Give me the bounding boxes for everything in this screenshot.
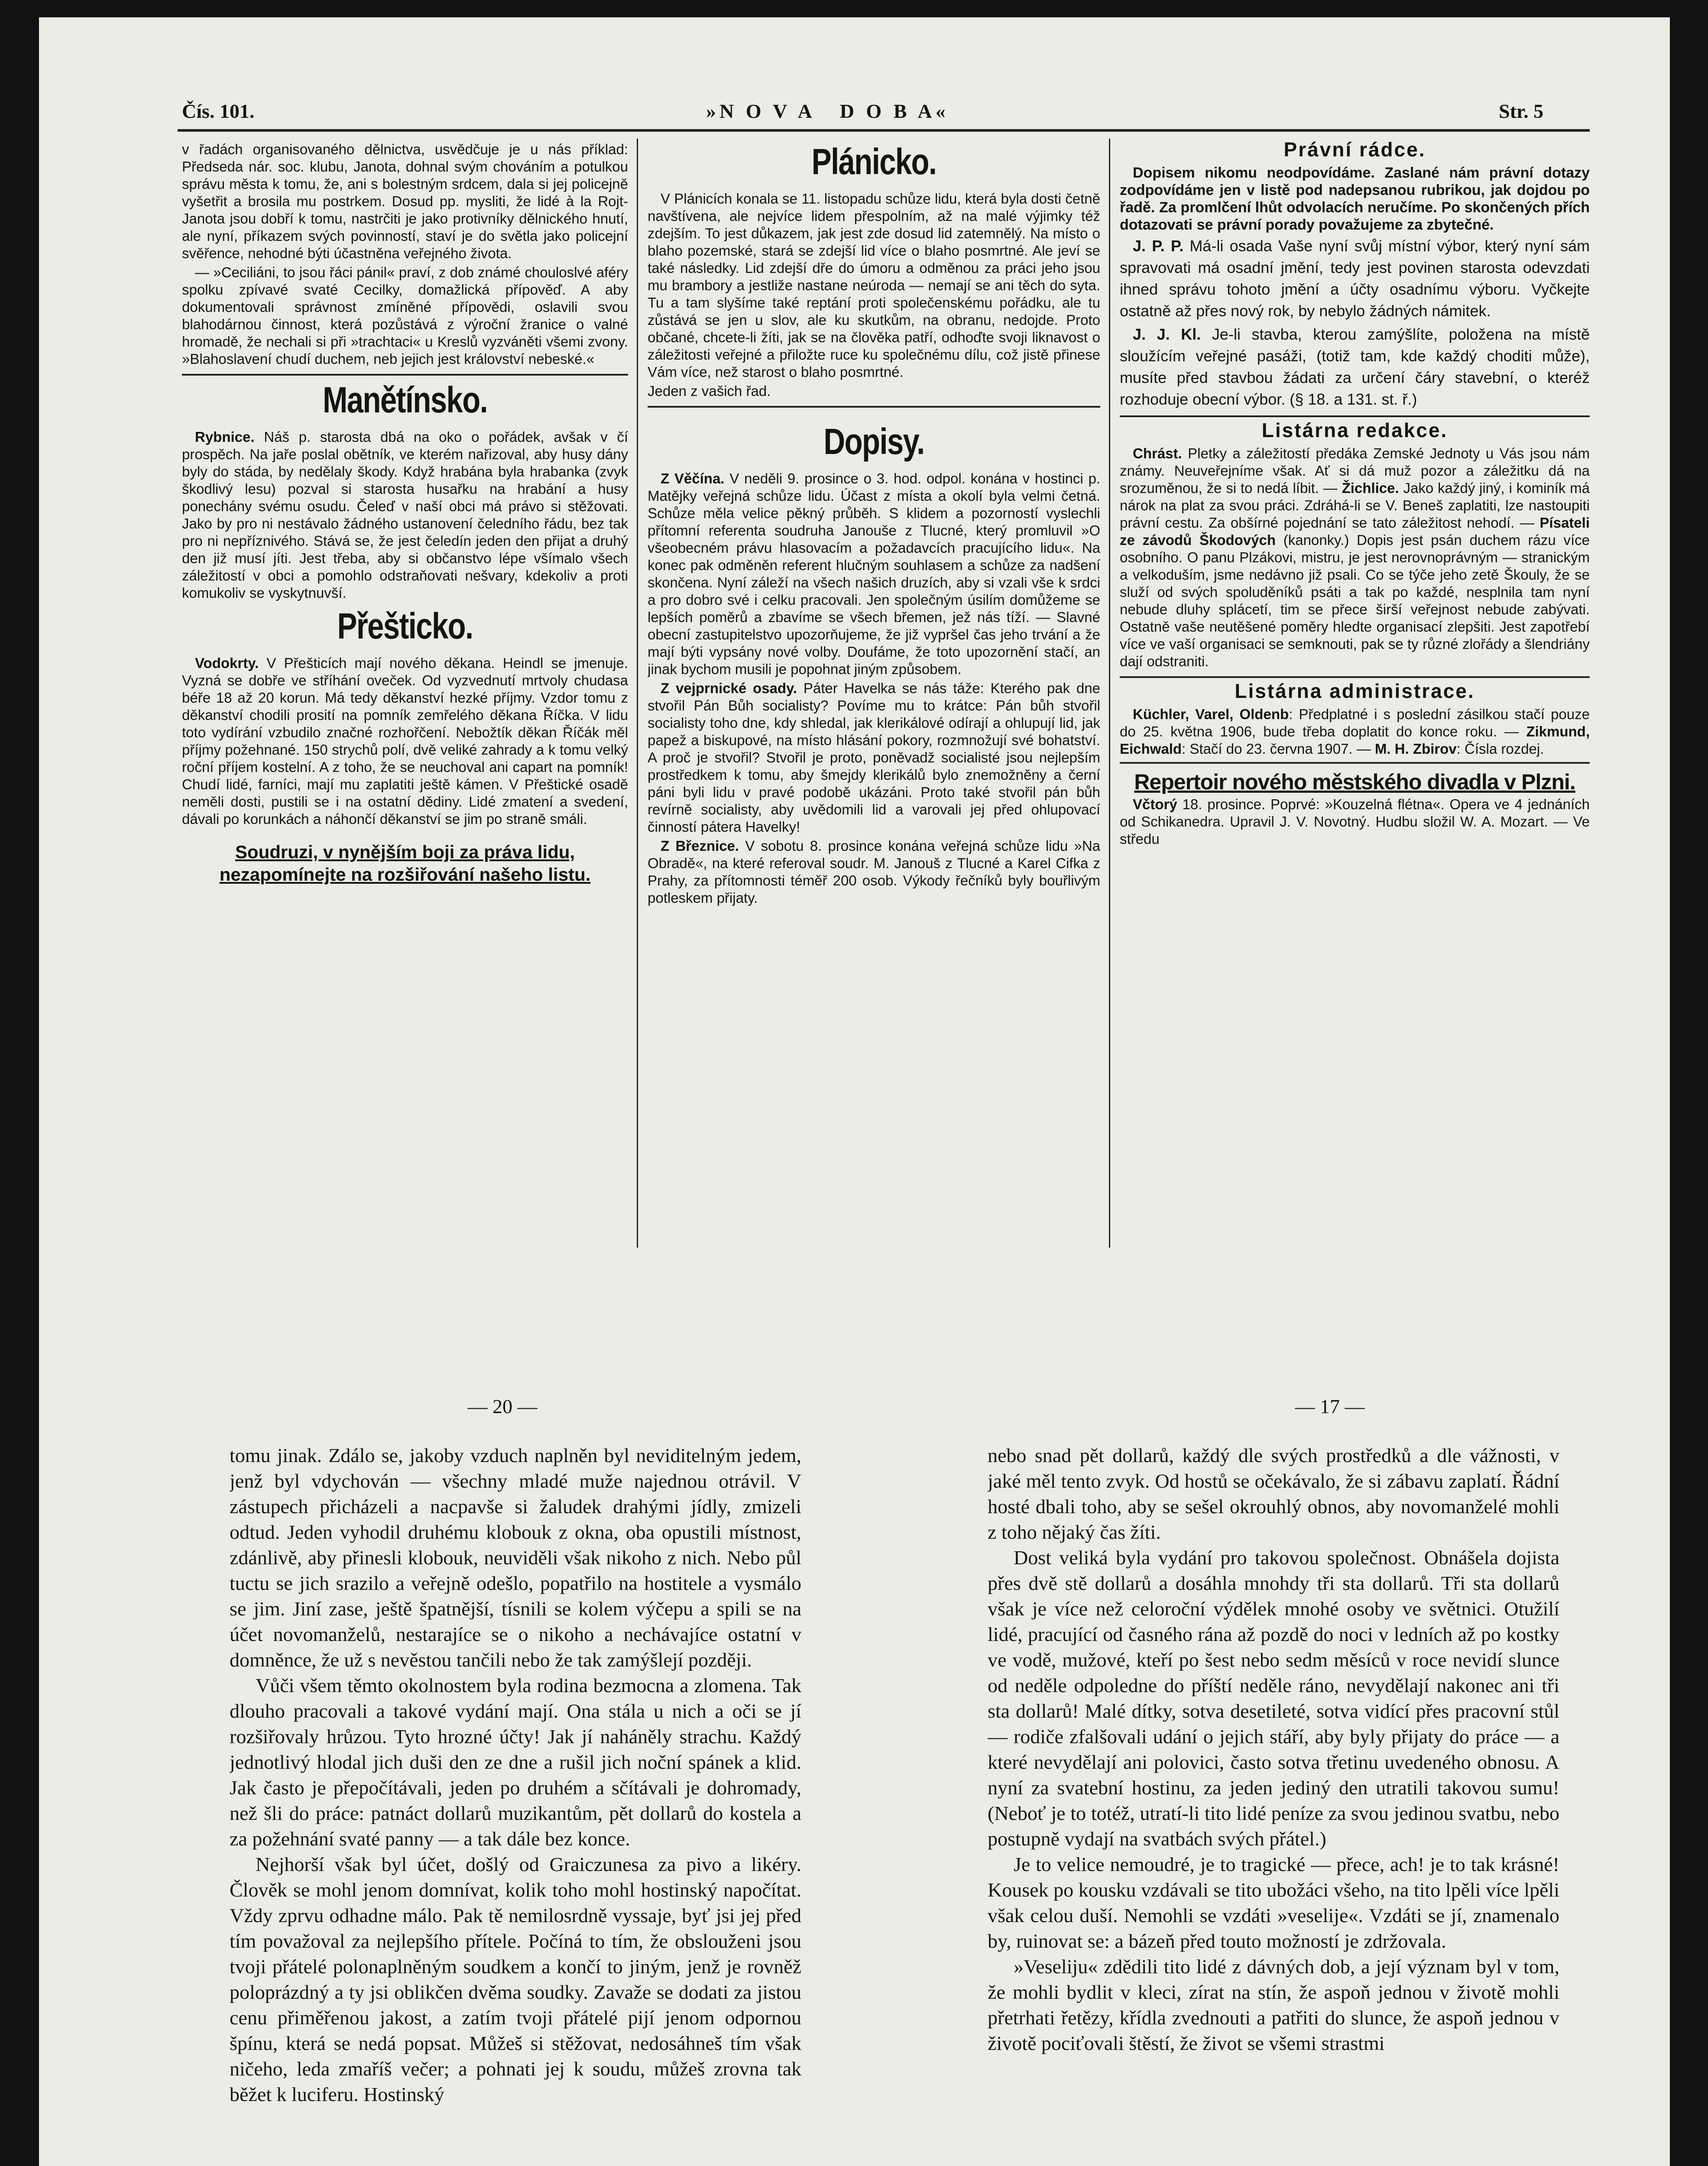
article-text: : Stačí do 23. června 1907. — <box>1182 741 1375 757</box>
article-text: Jako každý jiný, i kominík má nárok na plat za svou práci. Zdráhá-li se V. Beneš zaplatiti, lze nastoupiti právní cestu. Za obšírné pojednání se tato záležitost nehodí. — <box>1120 480 1590 531</box>
section-rule <box>1120 676 1590 678</box>
place-name: Z Březnice. <box>661 838 739 854</box>
newspaper-page <box>39 17 1670 2166</box>
place-name: Rybnice. <box>195 429 255 445</box>
book-column-right <box>988 1443 1559 2166</box>
recipient-name: J. P. P. <box>1133 237 1184 255</box>
section-rule <box>1120 415 1590 417</box>
book-paragraph: Nejhorší však byl účet, došlý od Graiczunesa za pivo a likéry. Člověk se mohl jenom domnívat, kolik toho mohl hostinský napočítat. Vždy zprvu odhadne málo. Pak tě nemilosrdně vyssaje, byť jsi jej před tím považoval za nejlepšího přítele. Počíná to tím, že obslouženi jsou tvoji přátelé polonaplněným soudkem a končí to jiným, jenž je rovněž poloprázdný a ty jsi oblikčen dvěma soudky. Zavaže se dodati za jistou cenu přiměřenou jakost, a zatím tvoji přátelé pijí jenom odpornou špínu, která se nedá popsat. Můžeš si stěžovat, nedosáhneš tím však ničeho, leda zmaříš večer; a pohnati jej k soudu, můžeš zrovna tak běžet k luciferu. Hostinský <box>230 1853 801 2105</box>
article-text: : Předplatné i s poslední zásilkou stačí pouze do 25. května 1906, bude třeba doplatit do konce roku. — <box>1120 706 1590 739</box>
section-title: Repertoir nového městského divadla v Plzni. <box>1134 770 1575 794</box>
book-page-number-right: — 17 — <box>1295 1395 1365 1417</box>
recipient-name: Zikmund, Eichwald <box>1120 723 1590 757</box>
listarna-paragraph <box>1120 445 1590 670</box>
masthead-title: »N O V A D O B A« <box>706 100 949 122</box>
article-text: v řadách organisovaného dělnictva, usvědčuje je u nás příklad: Předseda nár. soc. klubu, Janota, dohnal svým chováním a potulkou správu města k tomu, že, ani s bolestným srdcem, dala si jej policejně vyšetřit a brosila mu postrkem. Dosud pp. mysliti, že lidé à la Rojt-Janota jsou dobří k tomu, nastrčiti je jako protivníky dělnického hnutí, ale nyní, příkazem svých povinností, staví je do světla jako policejní svěřence, nehodné býti účastněna veřejného života. <box>182 141 628 261</box>
book-page-number-left: — 20 — <box>467 1395 538 1417</box>
book-paragraph: Vůči všem těmto okolnostem byla rodina bezmocna a zlomena. Tak dlouho pracovali a takové vydání mají. Ona stála u nich a oči se jí rozšiřovaly hrůzou. Tyto hrozné účty! Jak jí naháněly strachu. Každý jednotlivý hlodal jich duši den ze dne a rušil jich noční spánek a klid. Jak často je přepočítávali, jeden po druhém a sčítávali je dohromady, než šli do práce: patnáct dollarů muzikantům, pět dollarů do kostela a za požehnání svaté panny — a tak dále bez konce. <box>230 1674 801 1850</box>
answer-paragraph <box>1120 324 1590 410</box>
answer-paragraph <box>1120 235 1590 322</box>
place-name: Z vejprnické osady. <box>661 680 797 696</box>
section-title: Právní rádce. <box>1283 141 1426 161</box>
book-paragraph: Dost veliká byla vydání pro takovou společnost. Obnášela dojista přes dvě stě dollarů a dosáhla mnohdy tři sta dollarů. Tři sta dollarů však je více než celoroční výdělek mnohé osoby ve světnici. Otužilí lidé, pracující od časného rána až pozdě do noci v ledních až po kostky ve vodě, mužové, kteří po šest nebo sedm měsíců v roce nevidí slunce od neděle odpoledne do příští neděle ráno, nevydělají nakonec ani tři sta dollarů! Malé dítky, sotva desetileté, sotva vidící přes pracovní stůl — rodiče zfalšovali udání o jejich stáří, aby byly přijaty do práce — a které nevydělají ani polovici, často sotva třetinu uvedeného obnosu. A nyní za svatební hostinu, za jeden jediný den utratili takovou sumu! (Neboť je to totéž, utratí-li tito lidé peníze za svou jedinou svatbu, nebo postupně vydají na svatbách svých přátel.) <box>988 1547 1559 1850</box>
section-title: Plánicko. <box>811 141 937 182</box>
page-number: Str. 5 <box>1499 100 1544 122</box>
recipient-name: Küchler, Varel, Oldenb <box>1133 706 1289 722</box>
article-paragraph <box>182 428 628 602</box>
article-text: Má-li osada Vaše nyní svůj místní výbor, který nyní sám spravovati má osadní jmění, tedy jest povinen starosta odevzdati ihned správu tohoto jmění a účty osadnímu výboru. Vyčkejte ostatně až přes nový rok, by nebylo žádných námitek. <box>1120 237 1590 320</box>
article-text: V neděli 9. prosince o 3. hod. odpol. konána v hostinci p. Matějky veřejná schůze lidu. Účast z místa a okolí byla velmi četná. Schůze měla velice pěkný průběh. S klidem a pozorností vyslechli přítomní referenta soudruha Janouše z Tlucné, který promluvil »O všeobecném právu hlasovacím a požadavcích pracujícího lidu«. Na konec pak odměněn referent hlučným souhlasem a schůze za nadšení skončena. Nyní záleží na všech našich druzích, aby si vzali vše k srdci a pro dobro své i celku pracovali. Jen společným úsilím domůžeme se lepších poměrů a zbavíme se všech břemen, jež nás tíží. — Slavné obecní zastupitelstvo upozorňujeme, že již vypršel čas jeho trvání a že mají býti vypsány nové volby. Doufáme, že toto upozornění stačí, an jinak bychom musili je popohnat jiným způsobem. <box>648 470 1100 677</box>
place-name: Vodokrty. <box>195 655 259 671</box>
column-right <box>1120 141 1590 1245</box>
article-text: V Plánicích konala se 11. listopadu schůze lidu, která byla dosti četně navštívena, ale nejvíce lidem přespolním, až na malé výjimky též zdejším. To jest důkazem, jak jest zde dosud lid zatemnělý. Na místo o blaho pozemské, stará se zdejší lid více o blaho posmrtné. Ale jeví se také následky. Lid zdejší dře do úmoru a odměnou za práci jeho jsou mu brambory a jestliže nastane neúroda — nemají se ani těch do syta. Tu a tam slyšíme také reptání proti společenskému pořádku, ale tu zůstává se jen u slov, ale ku skutkům, na obranu, nedojde. Proto občané, chcete-li žíti, jak se na člověka patří, odhoďte svoji liknavost o záležitosti veřejné a přiložte ruce ku společnému dílu, což jistě přinese Vám více, než starost o blaho posmrtné. <box>648 191 1100 380</box>
letter-paragraph <box>648 470 1100 678</box>
article-text: (kanonky.) Dopis jest psán duchem rázu více osobního. O panu Plzákovi, mistru, je jest nerovnoprávným — stranickým a velkoduším, jsme nedávno již psali. Co se týče jeho zetě Škouly, že se služí od svých spoluděníků psáti a tak po každé, nesplnila tam nyní nebude dluhy splácetí, tim se přece širší veřejnost nebude zabývati. Ostatně vaše neutěšené poměry hledte organisací zlepšiti. Jest zapotřebí více ve vaší organisaci se semknouti, pak se ty různé zlořády a šlendriány dají odstraniti. <box>1120 532 1590 669</box>
section-rule <box>182 374 628 376</box>
section-rule <box>1120 762 1590 764</box>
article-text: — »Ceciliáni, to jsou řáci pánil« praví, z dob známé chouloslvé aféry spolku zpívavé svaté Cecilky, domažlická přípověď. A aby dokumentovali správnost zmíněné přípovědi, oslavili svou blahodárnou činnost, která pozůstává z výroční žranice o valné hromadě, že nechali si při »trachtaci« u Kreslů vyzváněti všemi zvony. »Blahoslavení chudí duchem, neb jejich jest království nebeské.« <box>182 264 628 367</box>
book-paragraph: tomu jinak. Zdálo se, jakoby vzduch naplněn byl neviditelným jedem, jenž byl vdychován — všechny mladé muže najednou otrávil. V zástupech přicházeli a nacpavše si žaludek drahými jídly, zmizeli odtud. Jeden vyhodil druhému klobouk z okna, oba opustili místnost, zdánlivě, aby přinesli klobouk, neuviděli však nikoho z nich. Nebo půl tuctu se jich srazilo a veřejně odešlo, popatřilo na hostitele a vysmálo se jim. Jiní zase, ještě špatnější, tísnili se kolem výčepu a spili se na účet novomanželů, nestarajíce se o nikoho a nechávajíce ostatní v domněnce, že už s nevěstou tančili nebo že tak zamýšlejí později. <box>230 1444 801 1671</box>
recipient-name: M. H. Zbirov <box>1374 741 1457 757</box>
section-title: Listárna administrace. <box>1235 680 1475 702</box>
listarna-paragraph <box>1120 706 1590 758</box>
book-paragraph: nebo snad pět dollarů, každý dle svých prostředků a dle vážnosti, v jaké měl tento zvyk. Od hostů se očekávalo, že si zábavu zaplatí. Řádní hosté dbali toho, aby se sešel okrouhlý obnos, aby novomanželé mohli z toho nějaký čas žíti. <box>988 1444 1559 1543</box>
letter-paragraph <box>648 837 1100 907</box>
article-text: Páter Havelka se nás táže: Kterého pak dne stvořil Pán Bůh socialisty? Povíme mu to krátce: Pán bůh stvořil socialisty toho dne, kdy shledal, jak klerikálové odírají a ohlupují lid, jak papež a biskupové, na místo hlásání pokory, rozmnožují své bohatství. A proč je stvořil? Stvořil je proto, poněvadž socialisté jsou nejlepším prostředkem k tomu, aby šmejdy klerikálů bylo znemožněny a černí páni byli lidu v pravé podobě ukázáni. Proto také stvořil pán bůh revírně socialisty, aby uvědomili lid a varovali jej před ohlupovací činností pátera Havelky! <box>648 680 1100 835</box>
notice-text: Dopisem nikomu neodpovídáme. Zaslané nám právní dotazy zodpovídáme jen v listě pod nadepsanou rubrikou, jak dojdou po řadě. Za promlčení lhůt odvolacích neručíme. Po skončených přích dotazovati se právní porady považujeme za zbytečné. <box>1120 165 1590 233</box>
article-text: 18. prosince. Poprvé: »Kouzelná flétna«. Opera ve 4 jednáních od Schikanedra. Upravil J. V. Novotný. Hudbu složil W. A. Mozart. — Ve středu <box>1120 796 1590 847</box>
book-paragraph: »Veseliju« zdědili tito lidé z dávných dob, a její význam byl v tom, že mohli bydlit v kleci, zírat na stín, že aspoň jednou v životě mohli přetrhati řetězy, křídla zvednouti a patřiti do slunce, že aspoň jednou v životě pociťovali štěstí, že život se všemi strastmi <box>988 1955 1559 2054</box>
section-rule <box>648 406 1100 408</box>
recipient-name: Žichlice. <box>1342 480 1399 496</box>
recipient-name: Chrást. <box>1133 445 1182 461</box>
article-text: : Čísla rozdej. <box>1456 741 1544 757</box>
column-divider <box>637 139 638 1248</box>
section-title: Dopisy. <box>823 421 924 462</box>
column-divider <box>1109 139 1110 1248</box>
recipient-name: J. J. Kl. <box>1133 325 1201 343</box>
book-paragraph: Je to velice nemoudré, je to tragické — přece, ach! je to tak krásné! Kousek po kousku vzdávali se tito ubožáci všeho, na tito lpěli více lpěli však celou duší. Nemohli se vzdáti »veselije«. Vzdáti se jí, znamenalo by, ruinovat se: a bázeň před touto možností je zdržovala. <box>988 1853 1559 1952</box>
header-rule <box>178 129 1590 132</box>
letter-paragraph <box>648 680 1100 836</box>
repertoir-paragraph <box>1120 796 1590 848</box>
article-paragraph <box>182 655 628 828</box>
section-title: Přešticko. <box>337 606 473 646</box>
day-label: Včtorý <box>1133 796 1177 812</box>
slogan: Soudruzi, v nynějším boji za práva lidu, nezapomínejte na rozšiřování našeho listu. <box>219 842 591 885</box>
section-title: Listárna redakce. <box>1261 419 1448 441</box>
article-signature: Jeden z vašich řad. <box>648 383 771 399</box>
article-text: V Přešticích mají nového děkana. Heindl se jmenuje. Vyzná se dobře ve stříhání oveček. Od vyzvednutí mrtvoly chudasa béře 18 až 20 korun. Má tedy děkanství hezké příjmy. Vzdor tomu z děkanství chodili prosití na pomník zemřelého děkana Říčka. V lidu toto vydírání vzbudilo značné rozhořčení. Nebožtík děkan Říčák měl příjmy požehnané. 150 strychů polí, dvě veliké zahrady a k tomu velký roční příjem kostelní. A z toho, že se neuchoval ani capart na pomník! Chudí lidé, farníci, mají mu zaplatiti ještě kámen. V Přeštické osadě neměli dosti, pustili se i na ostatní dědiny. Lidé zmatení a svedení, dávali po korunkách a náhončí děkanství se jim po straně smáli. <box>182 655 628 827</box>
recipient-name: Písateli ze závodů Škodových <box>1120 515 1590 548</box>
column-left <box>182 141 628 1245</box>
column-middle <box>648 141 1100 1245</box>
section-title: Manětínsko. <box>322 379 487 420</box>
article-text: Pletky a záležitostí předáka Zemské Jednoty u Vás jsou nám známy. Neuveřejníme však. Ať si dá muž pozor a záležitku dá na srozuměnou, že si to nedá líbit. — <box>1120 445 1590 496</box>
article-text: Náš p. starosta dbá na oko o pořádek, avšak v čí prospěch. Na jaře poslal obětník, ve kterém nařizoval, aby husy dány byly do stáda, by nedělaly škody. Když hrabána byla hrabanka (zvyk škodlivý lesu) pozval si starosta husařku na hrabání a husy ponechány svému osudu. Čeleď v naší obci má právo si stěžovati. Jako by pro ni nestávalo žádného ustanovení čeledního řádu, bez tak pro ni nepříznivého. Stává se, že jest čeledín jeden den přijat a druhý den již musí jíti. Jest třeba, aby si občanstvo lépe všímalo všech záležitostí v obci a pomohlo odstraňovati nešvary, kdekoliv a proti komukoliv se vyskytnuvší. <box>182 429 628 601</box>
place-name: Z Věčína. <box>661 470 725 486</box>
article-text: Je-li stavba, kterou zamýšlíte, položena na místě sloužícím veřejné pasáži, (totiž tam, kde každý choditi může), musíte před stavbou žádati za určení čáry stavební, o kteréž rozhoduje obecní výbor. (§ 18. a 131. st. ř.) <box>1120 325 1590 408</box>
book-column-left <box>230 1443 801 2166</box>
issue-number: Čís. 101. <box>182 100 255 122</box>
article-text: V sobotu 8. prosince konána veřejná schůze lidu »Na Obradě«, na které referoval soudr. M. Janouš z Tlucné a Karel Cifka z Prahy, za přítomnosti téměř 200 osob. Výkody řečníků byly bouřlivým potleskem přijaty. <box>648 838 1100 906</box>
